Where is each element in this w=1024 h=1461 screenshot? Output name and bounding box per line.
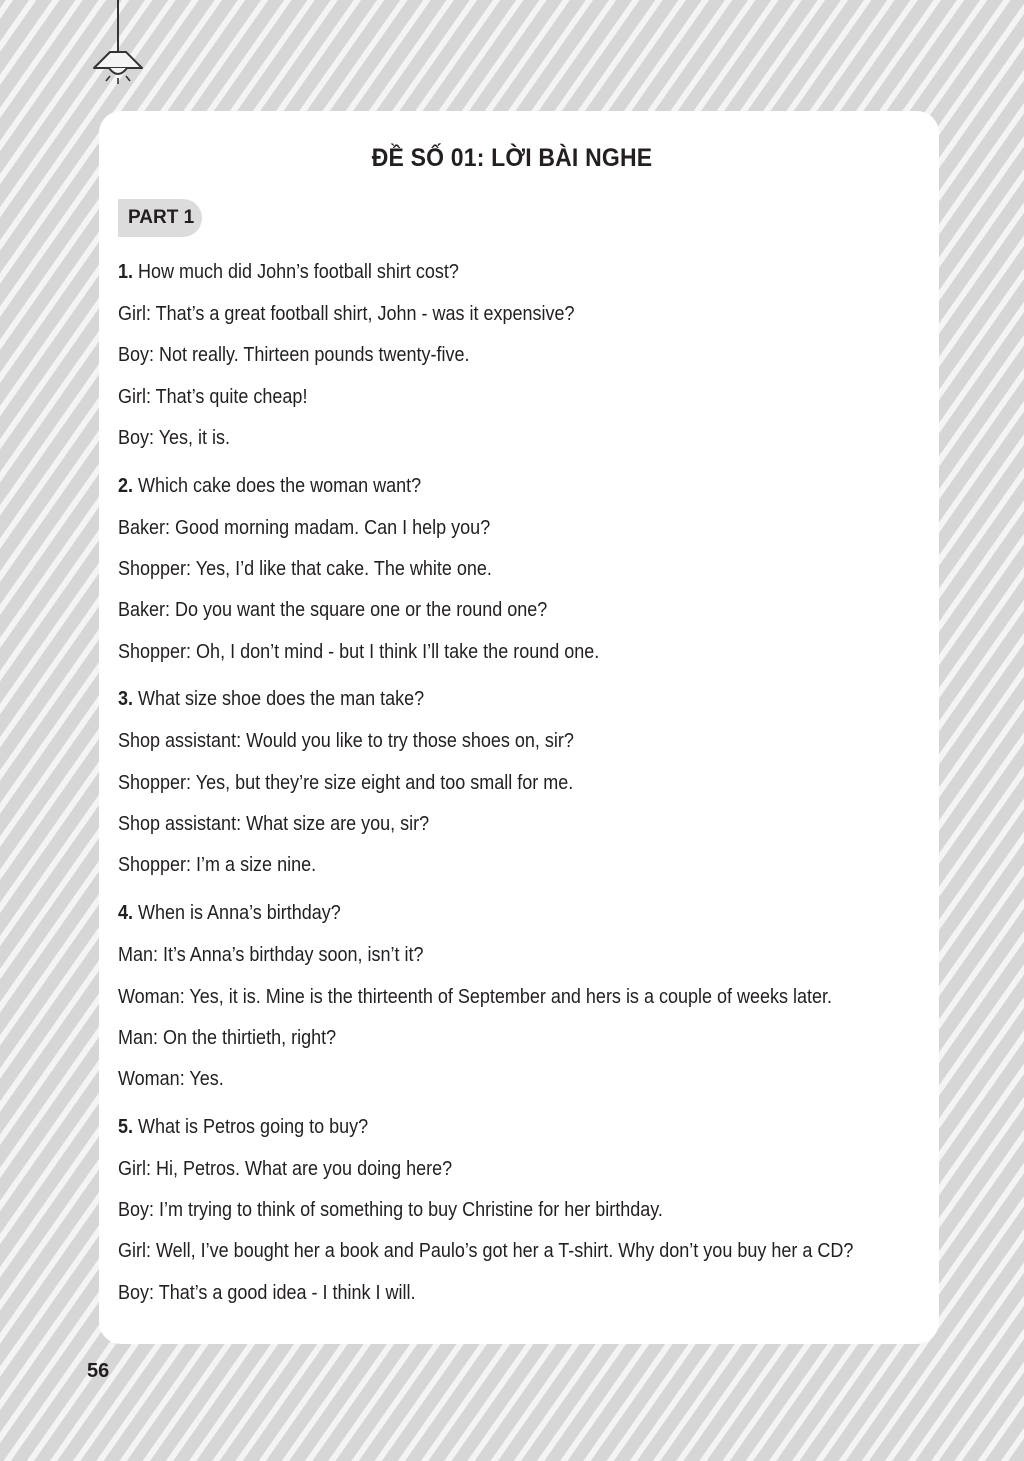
question-number: 5. [118, 1116, 134, 1138]
question-number: 4. [118, 902, 134, 924]
question-text: When is Anna’s birthday? [138, 902, 341, 924]
dialogue-line: Man: It’s Anna’s birthday soon, isn’t it? [118, 944, 424, 966]
dialogue-line: Shopper: Oh, I don’t mind - but I think I’ll take the round one. [118, 641, 600, 663]
dialogue-line: Girl: Hi, Petros. What are you doing here? [118, 1158, 453, 1180]
question-number: 3. [118, 688, 134, 710]
question-1 [118, 260, 459, 284]
question-5 [118, 1115, 368, 1139]
question-4 [118, 901, 341, 925]
question-number: 2. [118, 475, 134, 497]
dialogue-line: Shop assistant: Would you like to try those shoes on, sir? [118, 730, 574, 752]
part-badge: PART 1 [118, 199, 202, 237]
page-number: 56 [87, 1360, 110, 1382]
dialogue-line: Shop assistant: What size are you, sir? [118, 813, 430, 835]
dialogue-line: Shopper: I’m a size nine. [118, 854, 317, 876]
dialogue-line: Shopper: Yes, I’d like that cake. The white one. [118, 558, 492, 580]
page-title: ĐỀ SỐ 01: LỜI BÀI NGHE [371, 144, 653, 172]
dialogue-line: Baker: Do you want the square one or the round one? [118, 599, 548, 621]
lamp-icon [84, 0, 154, 90]
question-2 [118, 474, 421, 498]
dialogue-line: Girl: That’s quite cheap! [118, 386, 308, 408]
dialogue-line: Girl: That’s a great football shirt, John - was it expensive? [118, 303, 575, 325]
question-text: What is Petros going to buy? [138, 1116, 369, 1138]
question-number: 1. [118, 261, 134, 283]
question-text: Which cake does the woman want? [138, 475, 422, 497]
dialogue-line: Woman: Yes. [118, 1068, 224, 1090]
dialogue-line: Man: On the thirtieth, right? [118, 1027, 337, 1049]
dialogue-line: Boy: Yes, it is. [118, 427, 231, 449]
dialogue-line: Boy: That’s a good idea - I think I will. [118, 1282, 416, 1304]
question-text: How much did John’s football shirt cost? [138, 261, 459, 283]
question-3 [118, 687, 424, 711]
dialogue-line: Shopper: Yes, but they’re size eight and too small for me. [118, 772, 574, 794]
dialogue-line: Woman: Yes, it is. Mine is the thirteenth of September and hers is a couple of weeks later. [118, 986, 833, 1008]
question-text: What size shoe does the man take? [138, 688, 425, 710]
dialogue-line: Girl: Well, I’ve bought her a book and Paulo’s got her a T-shirt. Why don’t you buy her a CD? [118, 1240, 854, 1262]
dialogue-line: Boy: I’m trying to think of something to buy Christine for her birthday. [118, 1199, 663, 1221]
dialogue-line: Baker: Good morning madam. Can I help you? [118, 517, 491, 539]
dialogue-line: Boy: Not really. Thirteen pounds twenty-five. [118, 344, 470, 366]
